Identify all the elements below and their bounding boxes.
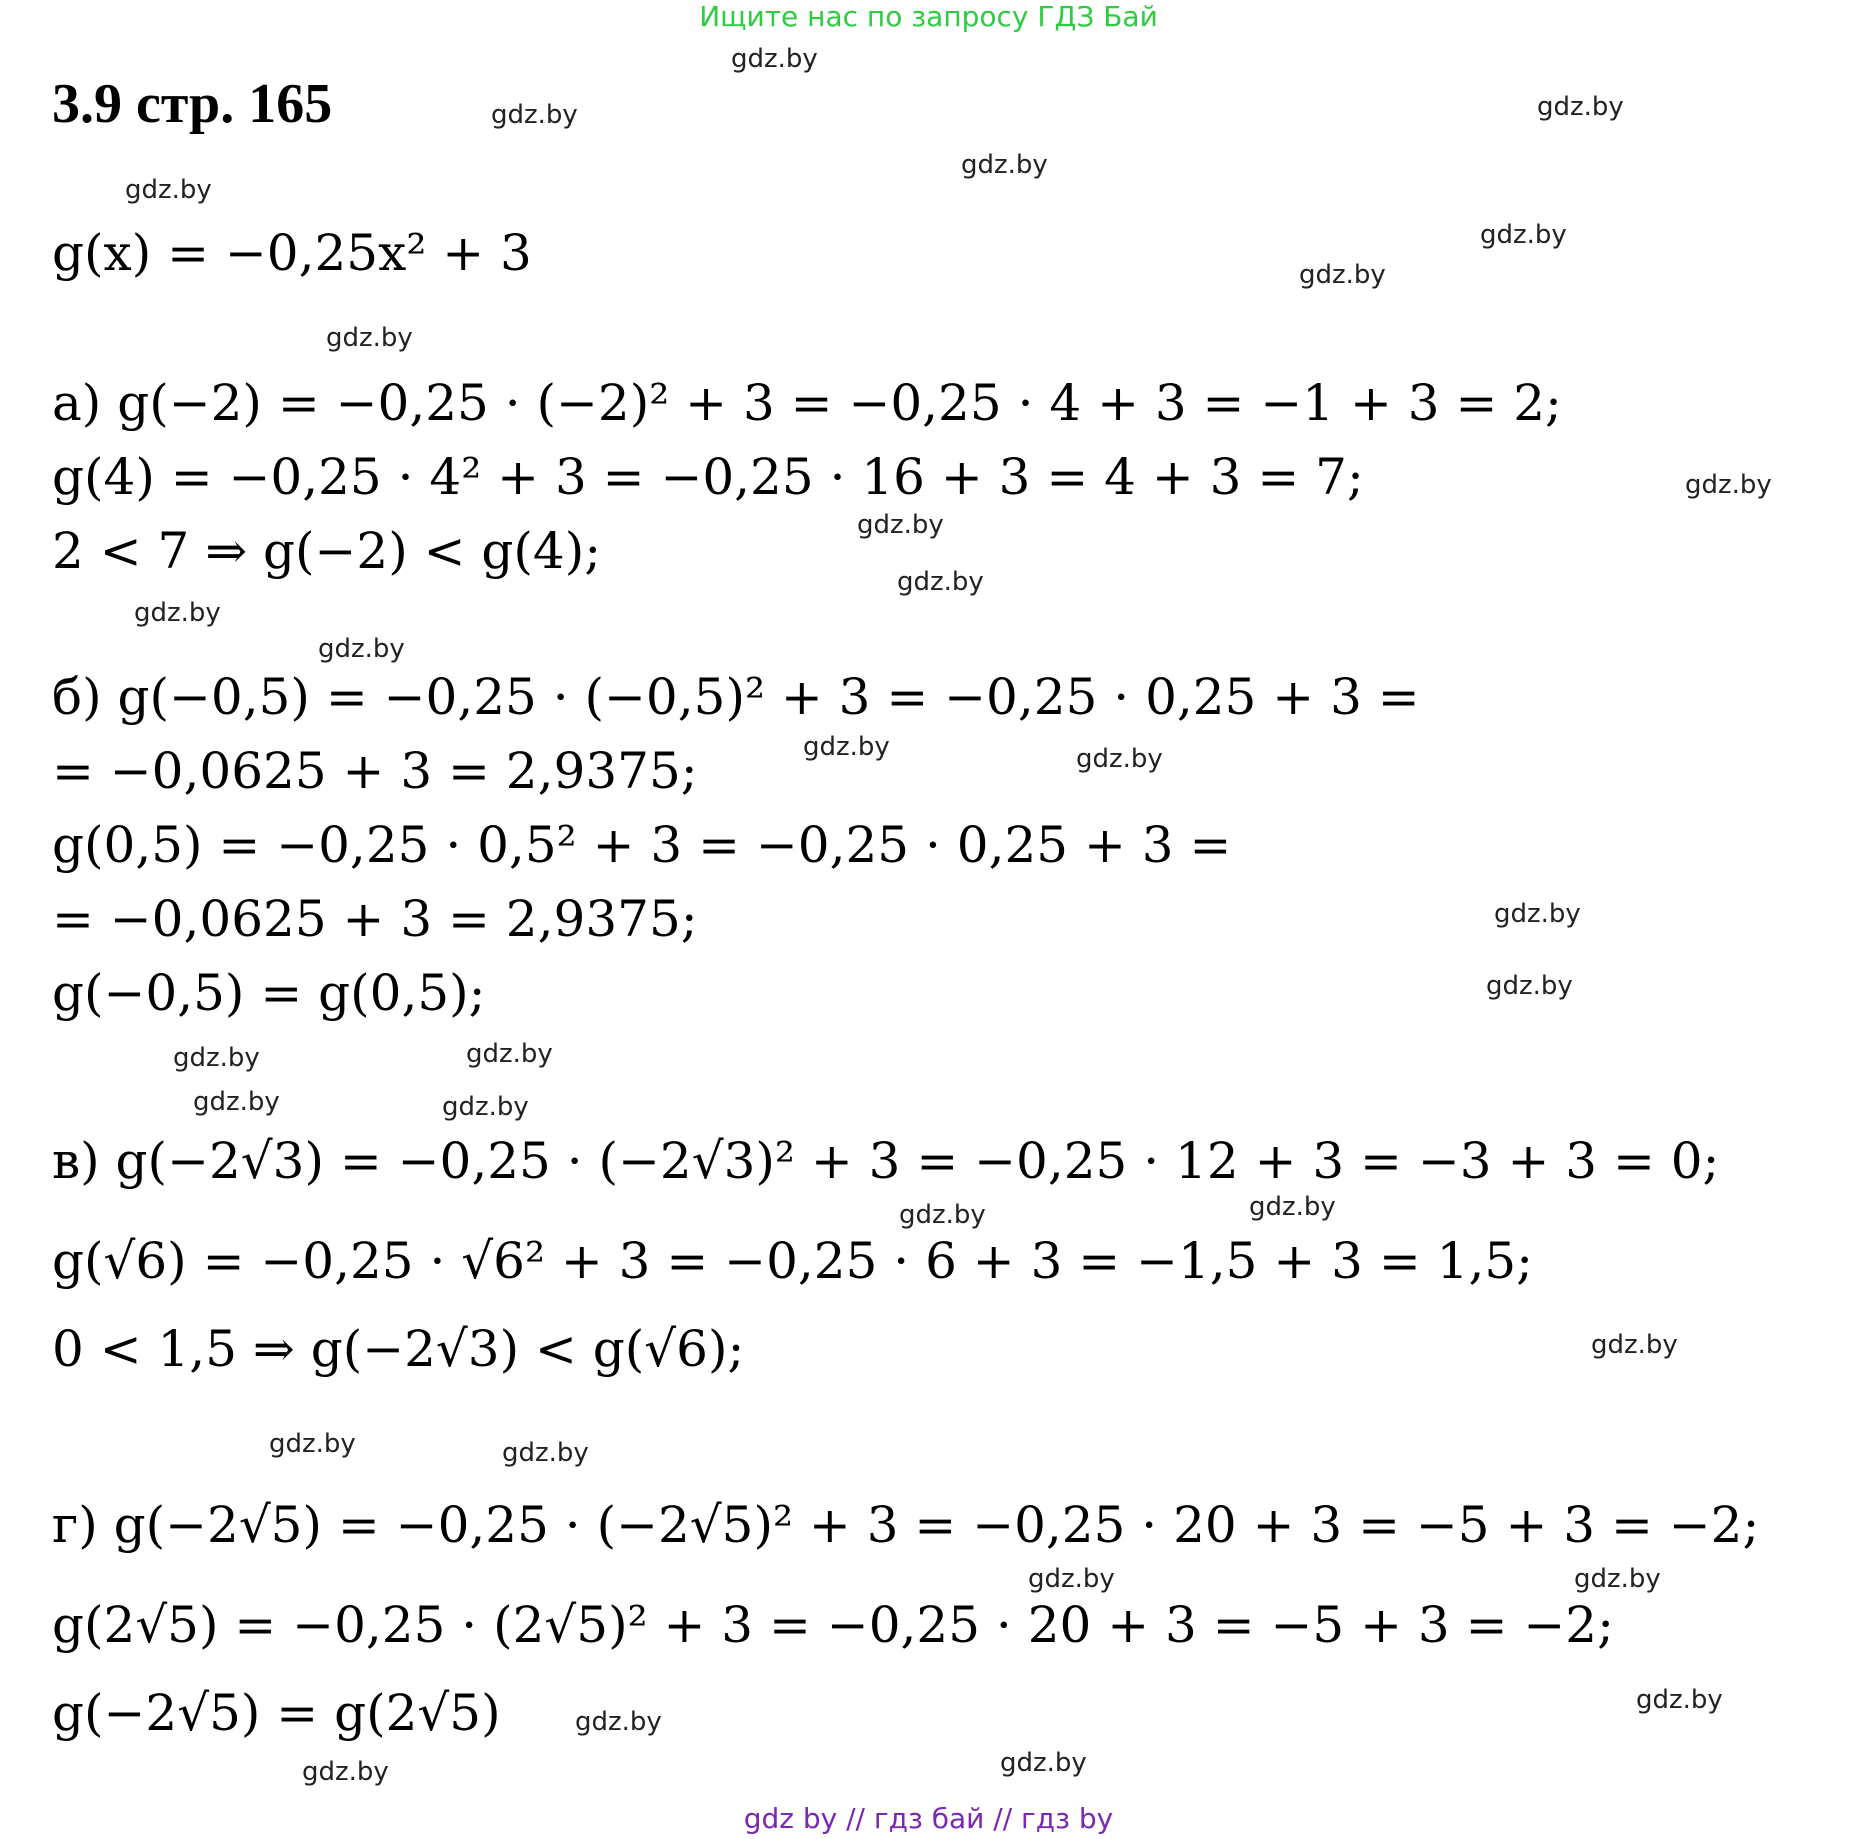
watermark: gdz.by <box>318 634 405 664</box>
watermark: gdz.by <box>466 1039 553 1069</box>
function-definition: g(x) = −0,25x² + 3 <box>52 224 532 282</box>
watermark: gdz.by <box>961 150 1048 180</box>
watermark: gdz.by <box>899 1200 986 1230</box>
solution-line-b2: = −0,0625 + 3 = 2,9375; <box>52 742 698 800</box>
solution-line-b5: g(−0,5) = g(0,5); <box>52 964 486 1022</box>
watermark: gdz.by <box>1486 971 1573 1001</box>
watermark: gdz.by <box>302 1757 389 1787</box>
watermark: gdz.by <box>1574 1564 1661 1594</box>
watermark: gdz.by <box>803 732 890 762</box>
solution-line-b1: б) g(−0,5) = −0,25 · (−0,5)² + 3 = −0,25 · 0,25 + 3 = <box>52 668 1420 726</box>
watermark: gdz.by <box>1494 899 1581 929</box>
solution-line-b3: g(0,5) = −0,25 · 0,5² + 3 = −0,25 · 0,25 + 3 = <box>52 816 1232 874</box>
watermark: gdz.by <box>1685 470 1772 500</box>
watermark: gdz.by <box>1480 220 1567 250</box>
watermark: gdz.by <box>326 323 413 353</box>
watermark: gdz.by <box>502 1438 589 1468</box>
watermark: gdz.by <box>1537 92 1624 122</box>
solution-line-c1: в) g(−2√3) = −0,25 · (−2√3)² + 3 = −0,25 · 12 + 3 = −3 + 3 = 0; <box>52 1132 1720 1190</box>
watermark: gdz.by <box>897 567 984 597</box>
watermark: gdz.by <box>442 1092 529 1122</box>
solution-line-d3: g(−2√5) = g(2√5) <box>52 1684 501 1742</box>
watermark: gdz.by <box>269 1429 356 1459</box>
watermark: gdz.by <box>193 1087 280 1117</box>
solution-line-a1: а) g(−2) = −0,25 · (−2)² + 3 = −0,25 · 4 + 3 = −1 + 3 = 2; <box>52 374 1562 432</box>
watermark: gdz.by <box>1636 1685 1723 1715</box>
watermark: gdz.by <box>1000 1748 1087 1778</box>
watermark: gdz.by <box>1028 1564 1115 1594</box>
watermark: gdz.by <box>857 510 944 540</box>
watermark: gdz.by <box>1076 744 1163 774</box>
watermark: gdz.by <box>1591 1330 1678 1360</box>
watermark: gdz.by <box>125 175 212 205</box>
exercise-title: 3.9 стр. 165 <box>52 73 333 135</box>
watermark: gdz.by <box>491 100 578 130</box>
footer-links: gdz by // гдз бай // гдз by <box>743 1802 1114 1835</box>
watermark: gdz.by <box>731 44 818 74</box>
promo-banner: Ищите нас по запросу ГДЗ Бай <box>699 0 1158 33</box>
solution-line-d2: g(2√5) = −0,25 · (2√5)² + 3 = −0,25 · 20 + 3 = −5 + 3 = −2; <box>52 1596 1614 1654</box>
solution-line-a3: 2 < 7 ⇒ g(−2) < g(4); <box>52 522 602 580</box>
solution-line-a2: g(4) = −0,25 · 4² + 3 = −0,25 · 16 + 3 = 4 + 3 = 7; <box>52 448 1364 506</box>
watermark: gdz.by <box>575 1707 662 1737</box>
solution-line-c3: 0 < 1,5 ⇒ g(−2√3) < g(√6); <box>52 1320 745 1378</box>
solution-line-d1: г) g(−2√5) = −0,25 · (−2√5)² + 3 = −0,25 · 20 + 3 = −5 + 3 = −2; <box>52 1496 1760 1554</box>
solution-line-b4: = −0,0625 + 3 = 2,9375; <box>52 890 698 948</box>
watermark: gdz.by <box>1249 1192 1336 1222</box>
solution-line-c2: g(√6) = −0,25 · √6² + 3 = −0,25 · 6 + 3 = −1,5 + 3 = 1,5; <box>52 1232 1534 1290</box>
watermark: gdz.by <box>173 1043 260 1073</box>
watermark: gdz.by <box>1299 260 1386 290</box>
watermark: gdz.by <box>134 598 221 628</box>
